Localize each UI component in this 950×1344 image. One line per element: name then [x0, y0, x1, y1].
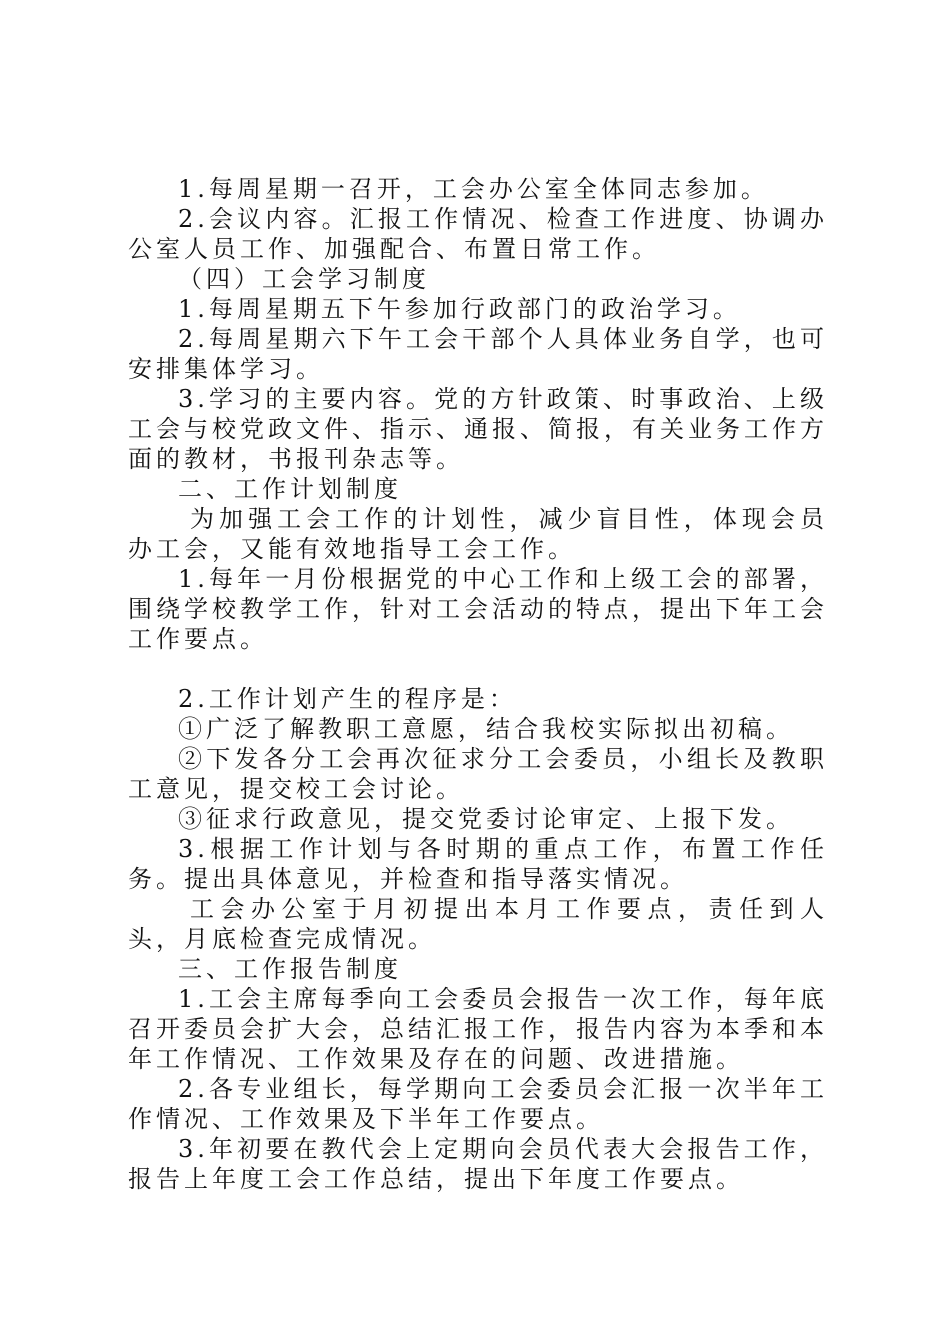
- paragraph-chairman-report: 1.工会主席每季向工会委员会报告一次工作，每年底召开委员会扩大会，总结汇报工作，报告内容为本季和本年工作情况、工作效果及存在的问题、改进措施。: [128, 985, 828, 1073]
- paragraph-meeting-schedule: 1.每周星期一召开，工会办公室全体同志参加。: [178, 175, 769, 203]
- paragraph-plan-procedure: 2.工作计划产生的程序是：: [178, 685, 517, 713]
- paragraph-meeting-content: 2.会议内容。汇报工作情况、检查工作进度、协调办公室人员工作、加强配合、布置日常工作。: [128, 205, 828, 263]
- paragraph-monthly-points: 工会办公室于月初提出本月工作要点，责任到人头，月底检查完成情况。: [128, 895, 828, 953]
- paragraph-annual-congress-report: 3.年初要在教代会上定期向会员代表大会报告工作，报告上年度工会工作总结，提出下年度工作要点。: [128, 1135, 828, 1193]
- paragraph-saturday-study: 2.每周星期六下午工会干部个人具体业务自学，也可安排集体学习。: [128, 325, 828, 383]
- section-heading-work-report: 三、工作报告制度: [178, 955, 402, 983]
- paragraph-procedure-step-2: ②下发各分工会再次征求分工会委员，小组长及教职工意见，提交校工会讨论。: [128, 745, 828, 803]
- paragraph-friday-study: 1.每周星期五下午参加行政部门的政治学习。: [178, 295, 741, 323]
- paragraph-spacer: [128, 654, 828, 684]
- document-body: [128, 174, 828, 1194]
- paragraph-group-leader-report: 2.各专业组长，每学期向工会委员会汇报一次半年工作情况、工作效果及下半年工作要点。: [128, 1075, 828, 1133]
- paragraph-procedure-step-1: ①广泛了解教职工意愿，结合我校实际拟出初稿。: [178, 715, 794, 743]
- paragraph-procedure-step-3: ③征求行政意见，提交党委讨论审定、上报下发。: [178, 805, 794, 833]
- paragraph-plan-purpose: 为加强工会工作的计划性，减少盲目性，体现会员办工会，又能有效地指导工会工作。: [128, 505, 828, 563]
- section-heading-study-system: （四）工会学习制度: [178, 265, 430, 293]
- paragraph-study-content: 3.学习的主要内容。党的方针政策、时事政治、上级工会与校党政文件、指示、通报、简报，有关业务工作方面的教材，书报刊杂志等。: [128, 385, 828, 473]
- section-heading-work-plan: 二、工作计划制度: [178, 475, 402, 503]
- paragraph-task-assignment: 3.根据工作计划与各时期的重点工作，布置工作任务。提出具体意见，并检查和指导落实情况。: [128, 835, 828, 893]
- paragraph-annual-plan: 1.每年一月份根据党的中心工作和上级工会的部署，围绕学校教学工作，针对工会活动的特点，提出下年工会工作要点。: [128, 565, 828, 653]
